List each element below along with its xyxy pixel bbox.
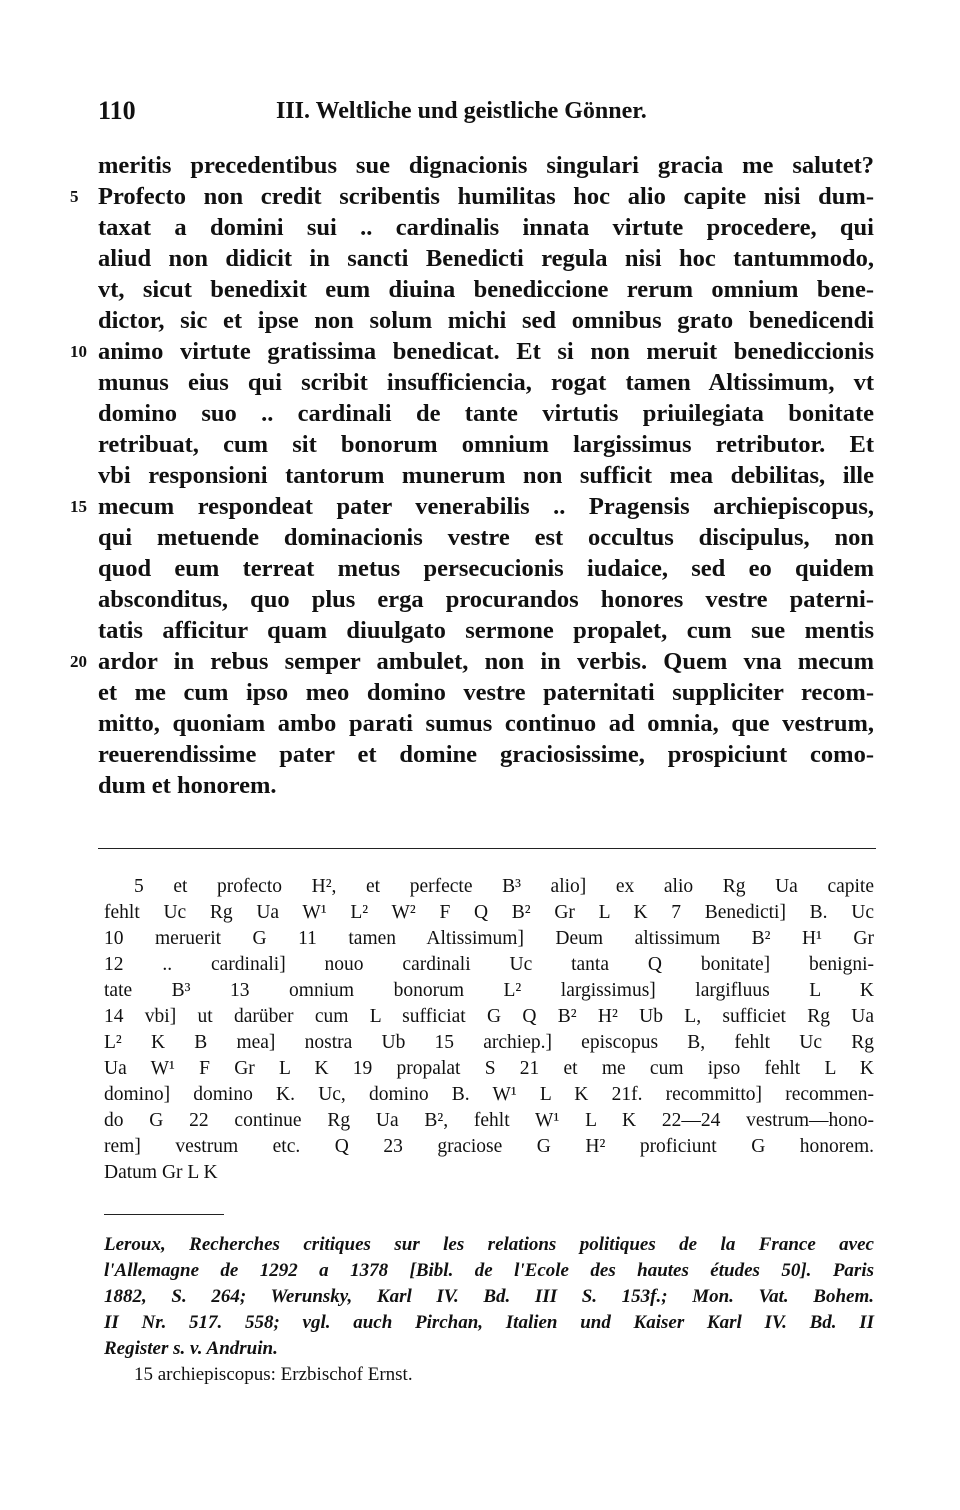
running-head: III. Weltliche und geistliche Gönner. (276, 98, 647, 124)
references-divider (104, 1214, 224, 1215)
reference-line: II Nr. 517. 558; vgl. auch Pirchan, Italien und Kaiser Karl IV. Bd. II (104, 1312, 874, 1333)
apparatus-line: tate B³ 13 omnium bonorum L² largissimus] largifluus L K (104, 980, 874, 1001)
text-line: vt, sicut benedixit eum diuina benediccione rerum omnium bene- (98, 276, 874, 303)
apparatus-line: Ua W¹ F Gr L K 19 propalat S 21 et me cum ipso fehlt L K (104, 1058, 874, 1079)
text-line: munus eius qui scribit insufficiencia, rogat tamen Altissimum, vt (98, 369, 874, 396)
apparatus-line: Datum Gr L K (104, 1162, 218, 1183)
apparatus-line: L² K B mea] nostra Ub 15 archiep.] episcopus B, fehlt Uc Rg (104, 1032, 874, 1053)
apparatus-line: 12 .. cardinali] nouo cardinali Uc tanta Q bonitate] benigni- (104, 954, 874, 975)
text-line: mecum respondeat pater venerabilis .. Pragensis archiepiscopus, (98, 493, 874, 520)
page-header (98, 96, 878, 130)
text-line: dum et honorem. (98, 772, 277, 799)
text-line: et me cum ipso meo domino vestre paternitati suppliciter recom- (98, 679, 874, 706)
reference-line: 1882, S. 264; Werunsky, Karl IV. Bd. III S. 153f.; Mon. Vat. Bohem. (104, 1286, 874, 1307)
text-line: Profecto non credit scribentis humilitas hoc alio capite nisi dum- (98, 183, 874, 210)
apparatus-line: domino] domino K. Uc, domino B. W¹ L K 21f. recommitto] recommen- (104, 1084, 874, 1105)
text-line: qui metuende dominacionis vestre est occultus discipulus, non (98, 524, 874, 551)
text-line: dictor, sic et ipse non solum michi sed omnibus grato benedicendi (98, 307, 874, 334)
text-line: ardor in rebus semper ambulet, non in verbis. Quem vna mecum (98, 648, 874, 675)
apparatus-line: 10 meruerit G 11 tamen Altissimum] Deum altissimum B² H¹ Gr (104, 928, 874, 949)
text-line: absconditus, quo plus erga procurandos honores vestre paterni- (98, 586, 874, 613)
reference-line: Register s. v. Andruin. (104, 1338, 278, 1359)
text-line: meritis precedentibus sue dignacionis singulari gracia me salutet? (98, 152, 874, 179)
text-line: domino suo .. cardinali de tante virtutis priuilegiata bonitate (98, 400, 874, 427)
line-number: 10 (70, 342, 87, 361)
text-line: retribuat, cum sit bonorum omnium largissimus retributor. Et (98, 431, 874, 458)
text-line: mitto, quoniam ambo parati sumus continuo ad omnia, que vestrum, (98, 710, 874, 737)
apparatus-line: fehlt Uc Rg Ua W¹ L² W² F Q B² Gr L K 7 Benedicti] B. Uc (104, 902, 874, 923)
text-line: quod eum terreat metus persecucionis iudaice, sed eo quidem (98, 555, 874, 582)
apparatus-line: rem] vestrum etc. Q 23 graciose G H² proficiunt G honorem. (104, 1136, 874, 1157)
text-line: animo virtute gratissima benedicat. Et si non meruit benediccionis (98, 338, 874, 365)
apparatus-divider (98, 848, 876, 849)
reference-line: l'Allemagne de 1292 a 1378 [Bibl. de l'Ecole des hautes études 50]. Paris (104, 1260, 874, 1281)
apparatus-line: 14 vbi] ut darüber cum L sufficiat G Q B² H² Ub L, sufficiet Rg Ua (104, 1006, 874, 1027)
line-number: 5 (70, 187, 79, 206)
text-line: tatis afficitur quam diuulgato sermone propalet, cum sue mentis (98, 617, 874, 644)
apparatus-line: 5 et profecto H², et perfecte B³ alio] ex alio Rg Ua capite (134, 876, 874, 897)
text-line: aliud non didicit in sancti Benedicti regula nisi hoc tantummodo, (98, 245, 874, 272)
apparatus-line: do G 22 continue Rg Ua B², fehlt W¹ L K 22—24 vestrum—hono- (104, 1110, 874, 1131)
line-number: 15 (70, 497, 87, 516)
page-number: 110 (98, 96, 136, 125)
reference-line: Leroux, Recherches critiques sur les relations politiques de la France avec (104, 1234, 874, 1255)
text-line: vbi responsioni tantorum munerum non sufficit mea debilitas, ille (98, 462, 874, 489)
line-number: 20 (70, 652, 87, 671)
text-line: taxat a domini sui .. cardinalis innata virtute procedere, qui (98, 214, 874, 241)
text-line: reuerendissime pater et domine graciosissime, prospiciunt como- (98, 741, 874, 768)
reference-note: 15 archiepiscopus: Erzbischof Ernst. (134, 1364, 413, 1385)
